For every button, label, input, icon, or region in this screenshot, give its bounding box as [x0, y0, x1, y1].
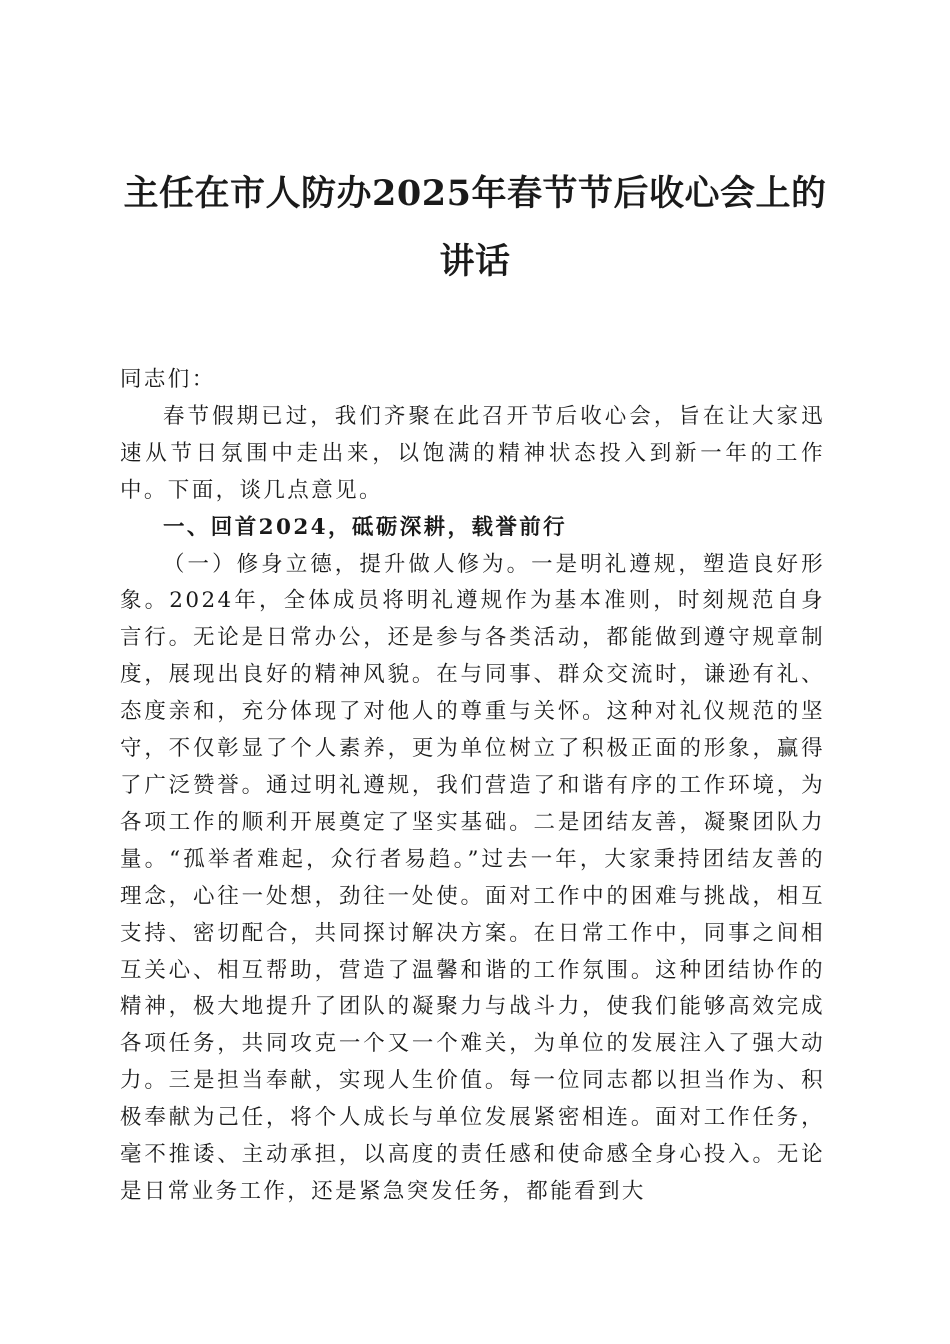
- document-title-line-2: 讲话: [439, 241, 511, 282]
- document-body: [120, 362, 825, 1211]
- intro-paragraph: 春节假期已过，我们齐聚在此召开节后收心会，旨在让大家迅速从节日氛围中走出来，以饱满的精神状态投入到新一年的工作中。下面，谈几点意见。: [120, 403, 825, 503]
- salutation: 同志们：: [120, 367, 216, 392]
- document-title-line-1: 主任在市人防办2025年春节节后收心会上的: [123, 173, 827, 214]
- section-heading: 一、回首2024，砥砺深耕，载誉前行: [163, 514, 568, 540]
- body-paragraph: （一）修身立德，提升做人修为。一是明礼遵规，塑造良好形象。2024年，全体成员将明礼遵规作为基本准则，时刻规范自身言行。无论是日常办公，还是参与各类活动，都能做到遵守规章制度，展现出良好的精神风貌。在与同事、群众交流时，谦逊有礼、态度亲和，充分体现了对他人的尊重与关怀。这种对礼仪规范的坚守，不仅彰显了个人素养，更为单位树立了积极正面的形象，赢得了广泛赞誉。通过明礼遵规，我们营造了和谐有序的工作环境，为各项工作的顺利开展奠定了坚实基础。二是团结友善，凝聚团队力量。“孤举者难起，众行者易趋。”过去一年，大家秉持团结友善的理念，心往一处想，劲往一处使。面对工作中的困难与挑战，相互支持、密切配合，共同探讨解决方案。在日常工作中，同事之间相互关心、相互帮助，营造了温馨和谐的工作氛围。这种团结协作的精神，极大地提升了团队的凝聚力与战斗力，使我们能够高效完成各项任务，共同攻克一个又一个难关，为单位的发展注入了强大动力。三是担当奉献，实现人生价值。每一位同志都以担当作为、积极奉献为己任，将个人成长与单位发展紧密相连。面对工作任务，毫不推诿、主动承担，以高度的责任感和使命感全身心投入。无论是日常业务工作，还是紧急突发任务，都能看到大: [120, 551, 825, 1204]
